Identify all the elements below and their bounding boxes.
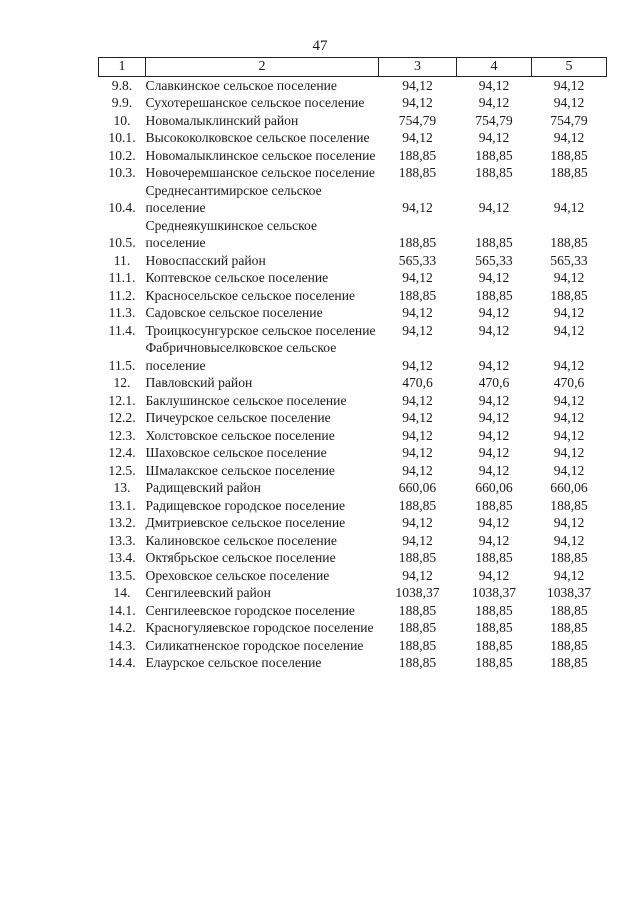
table-row [99,339,607,374]
table-row [99,462,607,480]
row-value-col4: 94,12 [478,410,510,425]
row-value-col3: 754,79 [398,112,437,128]
row-number: 13.5. [108,567,136,583]
row-number: 9.9. [111,95,133,110]
row-value-col4: 188,85 [475,550,513,565]
row-number: 11.4. [108,322,136,338]
row-name: Славкинское сельское поселение [145,77,337,93]
table-row [99,217,607,252]
row-name: Елаурское сельское поселение [145,655,322,670]
header-col-3: 3 [379,58,457,77]
row-value-col4: 94,12 [478,305,510,320]
row-name: Новомалыклинское сельское поселение [145,147,376,163]
table-row [99,269,607,287]
row-value-col5: 94,12 [553,515,585,530]
row-value-col5: 188,85 [550,602,588,618]
table-row [99,584,607,602]
row-value-col5: 94,12 [553,392,585,408]
row-value-col3: 188,85 [398,287,437,303]
row-value-col3: 94,12 [402,200,433,215]
row-value-col4: 94,12 [478,130,510,145]
row-number: 13.1. [108,497,136,513]
row-value-col3: 94,12 [402,445,433,460]
row-value-col4: 188,85 [475,165,513,180]
table-row [99,182,607,217]
row-value-col4: 188,85 [475,287,513,303]
row-name: Сенгилеевский район [145,585,271,600]
row-number: 10. [113,112,131,128]
row-name: Коптевское сельское поселение [145,270,329,285]
row-value-col3: 660,06 [398,480,437,495]
row-value-col5: 188,85 [550,497,588,513]
table-row [99,374,607,392]
row-name: Баклушинское сельское поселение [145,392,347,408]
row-value-col4: 754,79 [475,112,513,128]
row-value-col3: 94,12 [402,322,433,338]
row-value-col3: 188,85 [398,620,437,635]
row-number: 13.4. [108,550,136,565]
row-value-col5: 188,85 [550,165,588,180]
row-name: Сухотерешанское сельское поселение [145,95,365,110]
row-value-col4: 188,85 [475,497,513,513]
row-name: Красносельское сельское поселение [145,287,356,303]
row-value-col4: 94,12 [478,77,510,93]
row-value-col4: 660,06 [475,480,513,495]
row-value-col3: 94,12 [402,77,433,93]
row-value-col4: 94,12 [478,200,510,215]
row-value-col3: 94,12 [402,462,433,478]
table-row [99,129,607,147]
row-value-col5: 188,85 [550,287,588,303]
row-value-col5: 94,12 [553,200,585,215]
row-name: Пичеурское сельское поселение [145,410,331,425]
header-col-1: 1 [99,58,146,77]
row-value-col5: 188,85 [550,637,588,653]
row-value-col5: 1038,37 [546,585,592,600]
row-value-col5: 470,6 [553,375,585,390]
row-number: 14.2. [108,620,136,635]
row-value-col5: 94,12 [553,357,585,373]
row-value-col5: 94,12 [553,445,585,460]
row-value-col4: 94,12 [478,567,510,583]
row-number: 10.1. [108,130,136,145]
row-value-col3: 94,12 [402,532,433,548]
row-name: Среднесантимирское сельское поселение [145,182,322,215]
table-row [99,654,607,672]
table-body [99,76,607,672]
row-value-col3: 94,12 [402,357,433,373]
table-row [99,287,607,305]
row-value-col4: 94,12 [478,515,510,530]
table-row [99,567,607,585]
row-number: 13.3. [108,532,136,548]
header-col-5: 5 [532,58,607,77]
row-value-col4: 94,12 [478,445,510,460]
row-number: 14.3. [108,637,136,653]
row-value-col4: 188,85 [475,620,513,635]
row-number: 11.5. [108,357,136,373]
row-value-col3: 188,85 [398,602,437,618]
row-value-col4: 94,12 [478,462,510,478]
table-header [99,58,607,77]
table-row [99,94,607,112]
row-value-col5: 188,85 [550,550,588,565]
row-value-col4: 94,12 [478,427,510,443]
row-value-col3: 188,85 [398,550,437,565]
row-value-col4: 94,12 [478,532,510,548]
table-row [99,637,607,655]
row-value-col4: 470,6 [478,375,510,390]
row-name: Радищевский район [145,480,261,495]
row-number: 12.5. [108,462,136,478]
row-value-col4: 188,85 [475,235,513,250]
row-value-col3: 188,85 [398,655,437,670]
row-value-col3: 470,6 [402,375,433,390]
page-number: 47 [312,38,328,54]
row-value-col3: 1038,37 [395,585,440,600]
table-row [99,497,607,515]
allocation-table [98,57,607,672]
row-value-col4: 565,33 [475,252,513,268]
row-number: 12.2. [108,410,136,425]
table-row [99,479,607,497]
table-row [99,427,607,445]
row-value-col3: 188,85 [398,497,437,513]
row-number: 14.1. [108,602,136,618]
table-row [99,444,607,462]
row-number: 11.2. [108,287,136,303]
row-value-col5: 188,85 [550,620,588,635]
row-name: Шаховское сельское поселение [145,445,327,460]
row-value-col5: 94,12 [553,305,585,320]
row-number: 14.4. [108,655,136,670]
table-row [99,164,607,182]
row-value-col3: 94,12 [402,392,433,408]
row-name: Фабричновыселковское сельское поселение [145,340,337,373]
row-name: Радищевское городское поселение [145,497,346,513]
row-value-col5: 94,12 [553,462,585,478]
table-row [99,112,607,130]
row-value-col5: 94,12 [553,567,585,583]
row-value-col5: 94,12 [553,130,585,145]
row-name: Новоспасский район [145,252,266,268]
row-value-col3: 94,12 [402,95,433,110]
row-name: Силикатненское городское поселение [145,637,364,653]
row-name: Октябрьское сельское поселение [145,550,336,565]
row-value-col4: 1038,37 [471,585,517,600]
row-name: Холстовское сельское поселение [145,427,335,443]
table-row [99,409,607,427]
table-row [99,147,607,165]
row-number: 12.3. [108,427,136,443]
row-number: 11.3. [108,305,136,320]
row-value-col5: 188,85 [550,147,588,163]
row-name: Троицкосунгурское сельское поселение [145,322,376,338]
row-value-col3: 94,12 [402,427,433,443]
row-number: 12.1. [108,392,136,408]
row-name: Новомалыклинский район [145,112,299,128]
row-value-col5: 94,12 [553,322,585,338]
row-number: 11. [113,252,131,268]
row-number: 14. [113,585,131,600]
table-row [99,532,607,550]
row-value-col3: 94,12 [402,410,433,425]
row-name: Калиновское сельское поселение [145,532,337,548]
header-col-4: 4 [457,58,532,77]
table-row [99,514,607,532]
row-number: 13.2. [108,515,136,530]
table-row [99,619,607,637]
row-number: 10.2. [108,147,136,163]
row-name: Высококолковское сельское поселение [145,130,370,145]
row-name: Среднеякушкинское сельское поселение [145,217,318,250]
table-row [99,602,607,620]
row-value-col4: 94,12 [478,357,510,373]
row-value-col3: 94,12 [402,567,433,583]
row-name: Павловский район [145,375,253,390]
table-row [99,392,607,410]
row-number: 9.8. [111,77,133,93]
row-value-col3: 94,12 [402,130,433,145]
row-value-col3: 94,12 [402,515,433,530]
row-name: Новочеремшанское сельское поселение [145,165,375,180]
row-value-col4: 188,85 [475,147,513,163]
row-value-col3: 188,85 [398,147,437,163]
row-value-col3: 188,85 [398,165,437,180]
row-number: 10.3. [108,165,136,180]
table-row [99,549,607,567]
row-value-col5: 94,12 [553,77,585,93]
row-number: 12. [113,375,131,390]
row-value-col5: 94,12 [553,95,585,110]
row-value-col5: 660,06 [550,480,588,495]
row-number: 13. [113,480,131,495]
row-value-col5: 188,85 [550,235,588,250]
row-value-col5: 754,79 [550,112,588,128]
row-value-col3: 188,85 [398,637,437,653]
table-row [99,304,607,322]
row-value-col4: 188,85 [475,602,513,618]
row-name: Шмалакское сельское поселение [145,462,335,478]
row-value-col4: 94,12 [478,322,510,338]
row-number: 12.4. [108,445,136,460]
row-value-col5: 565,33 [550,252,588,268]
row-value-col4: 94,12 [478,392,510,408]
row-value-col4: 94,12 [478,270,510,285]
row-name: Сенгилеевское городское поселение [145,602,355,618]
row-value-col5: 94,12 [553,270,585,285]
row-name: Садовское сельское поселение [145,305,323,320]
table-row [99,252,607,270]
row-value-col4: 94,12 [478,95,510,110]
header-col-2: 2 [146,58,379,77]
row-value-col3: 94,12 [402,305,433,320]
table-row [99,76,607,94]
row-value-col5: 94,12 [553,410,585,425]
table-row [99,322,607,340]
row-number: 10.5. [108,235,136,250]
row-number: 10.4. [108,200,136,215]
row-name: Дмитриевское сельское поселение [145,515,346,530]
row-number: 11.1. [108,270,136,285]
row-value-col4: 188,85 [475,655,513,670]
row-value-col3: 565,33 [398,252,437,268]
row-value-col5: 94,12 [553,427,585,443]
row-value-col4: 188,85 [475,637,513,653]
row-value-col3: 94,12 [402,270,433,285]
row-name: Красногуляевское городское поселение [145,620,374,635]
row-value-col5: 188,85 [550,655,588,670]
row-name: Ореховское сельское поселение [145,567,330,583]
row-value-col3: 188,85 [398,235,437,250]
row-value-col5: 94,12 [553,532,585,548]
header-row [99,58,607,77]
